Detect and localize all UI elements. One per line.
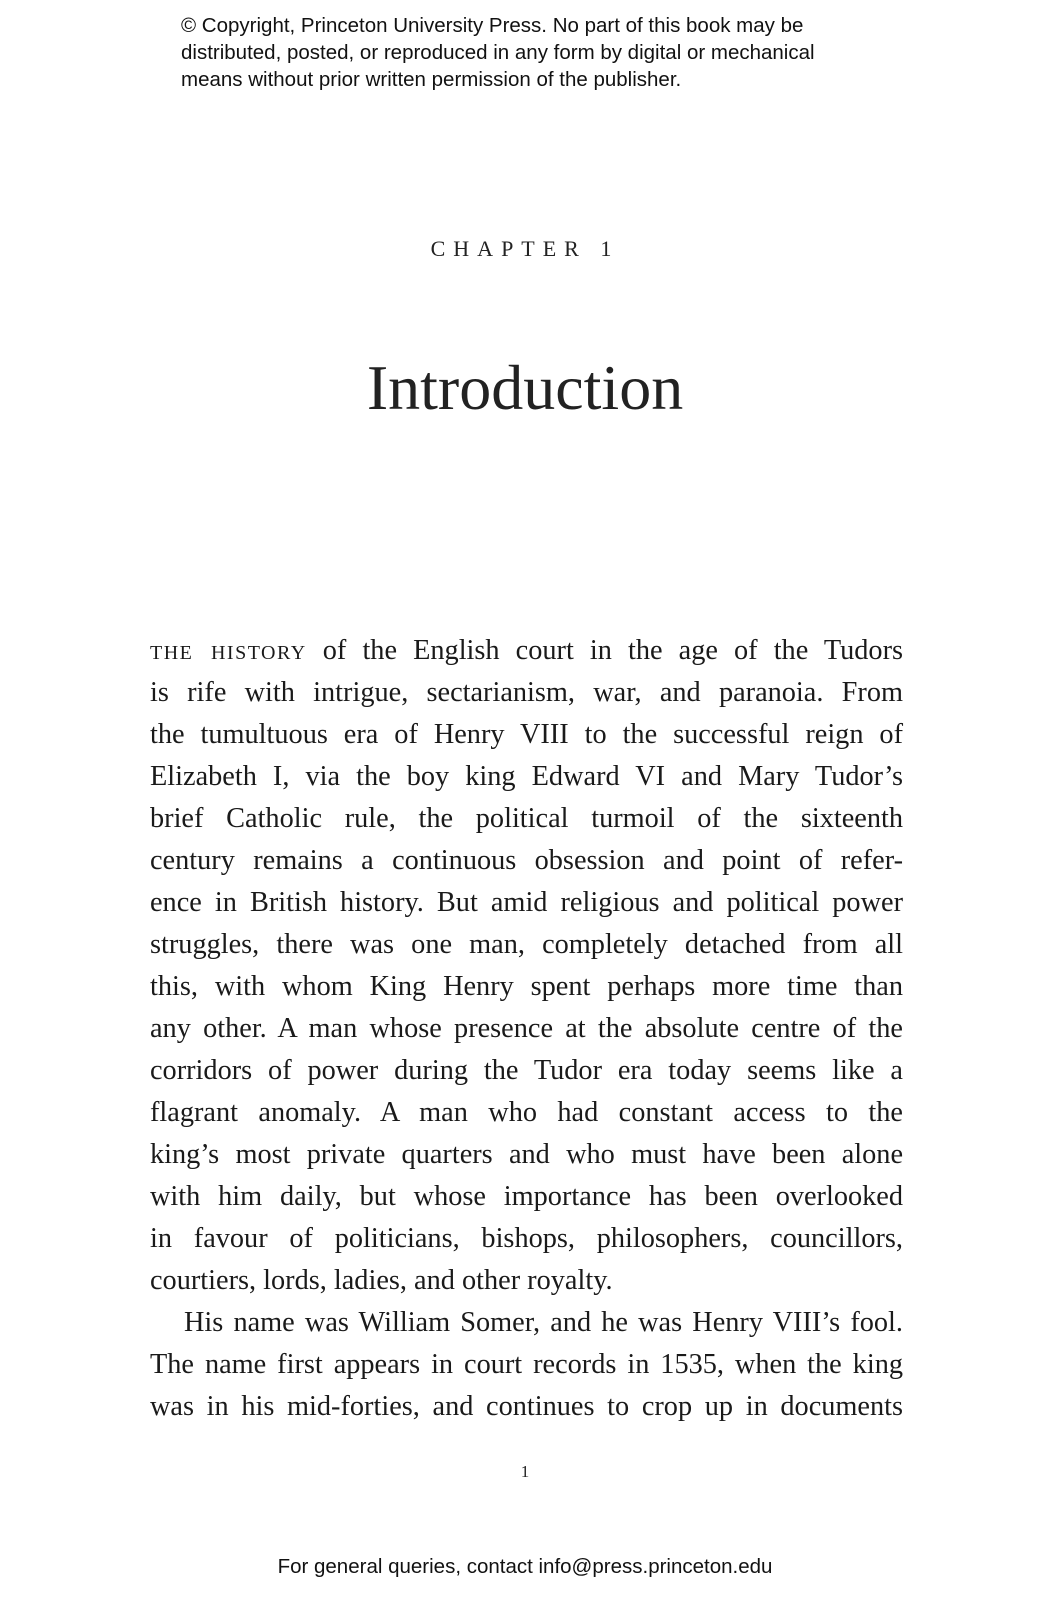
copyright-line: means without prior written permission of the publisher. <box>181 68 682 91</box>
lead-in-smallcaps: the history <box>150 635 307 666</box>
page-number: 1 <box>520 1462 530 1481</box>
copyright-line: distributed, posted, or reproduced in any form by digital or mechanical <box>181 41 815 64</box>
body-line: brief Catholic rule, the political turmoil of the sixteenth <box>150 803 903 834</box>
body-line: struggles, there was one man, completely detached from all <box>150 929 903 960</box>
body-line <box>150 630 903 672</box>
footer-contact: For general queries, contact info@press.princeton.edu <box>277 1555 773 1578</box>
body-line: ence in British history. But amid religious and political power <box>150 887 903 918</box>
body-line-text: of the English court in the age of the Tudors <box>306 635 904 666</box>
body-line: The name first appears in court records in 1535, when the king <box>150 1349 903 1380</box>
body-line: is rife with intrigue, sectarianism, war, and paranoia. From <box>150 677 903 708</box>
body-line: flagrant anomaly. A man who had constant access to the <box>150 1097 903 1128</box>
body-line: His name was William Somer, and he was Henry VIII’s fool. <box>184 1307 903 1338</box>
body-line: this, with whom King Henry spent perhaps more time than <box>150 971 903 1002</box>
body-text <box>150 630 903 1428</box>
copyright-notice <box>181 12 901 93</box>
body-line: century remains a continuous obsession and point of refer- <box>150 845 903 876</box>
chapter-title: Introduction <box>366 352 684 423</box>
body-line: courtiers, lords, ladies, and other royalty. <box>150 1265 613 1296</box>
body-line: corridors of power during the Tudor era today seems like a <box>150 1055 903 1086</box>
chapter-label: CHAPTER 1 <box>430 236 620 261</box>
copyright-line: © Copyright, Princeton University Press. No part of this book may be <box>181 14 804 37</box>
body-line: any other. A man whose presence at the absolute centre of the <box>150 1013 903 1044</box>
body-line: king’s most private quarters and who must have been alone <box>150 1139 903 1170</box>
body-line: with him daily, but whose importance has been overlooked <box>150 1181 903 1212</box>
body-line: was in his mid-forties, and continues to crop up in documents <box>150 1391 903 1422</box>
body-line: in favour of politicians, bishops, philosophers, councillors, <box>150 1223 903 1254</box>
body-line: the tumultuous era of Henry VIII to the successful reign of <box>150 719 903 750</box>
body-line: Elizabeth I, via the boy king Edward VI and Mary Tudor’s <box>150 761 903 792</box>
